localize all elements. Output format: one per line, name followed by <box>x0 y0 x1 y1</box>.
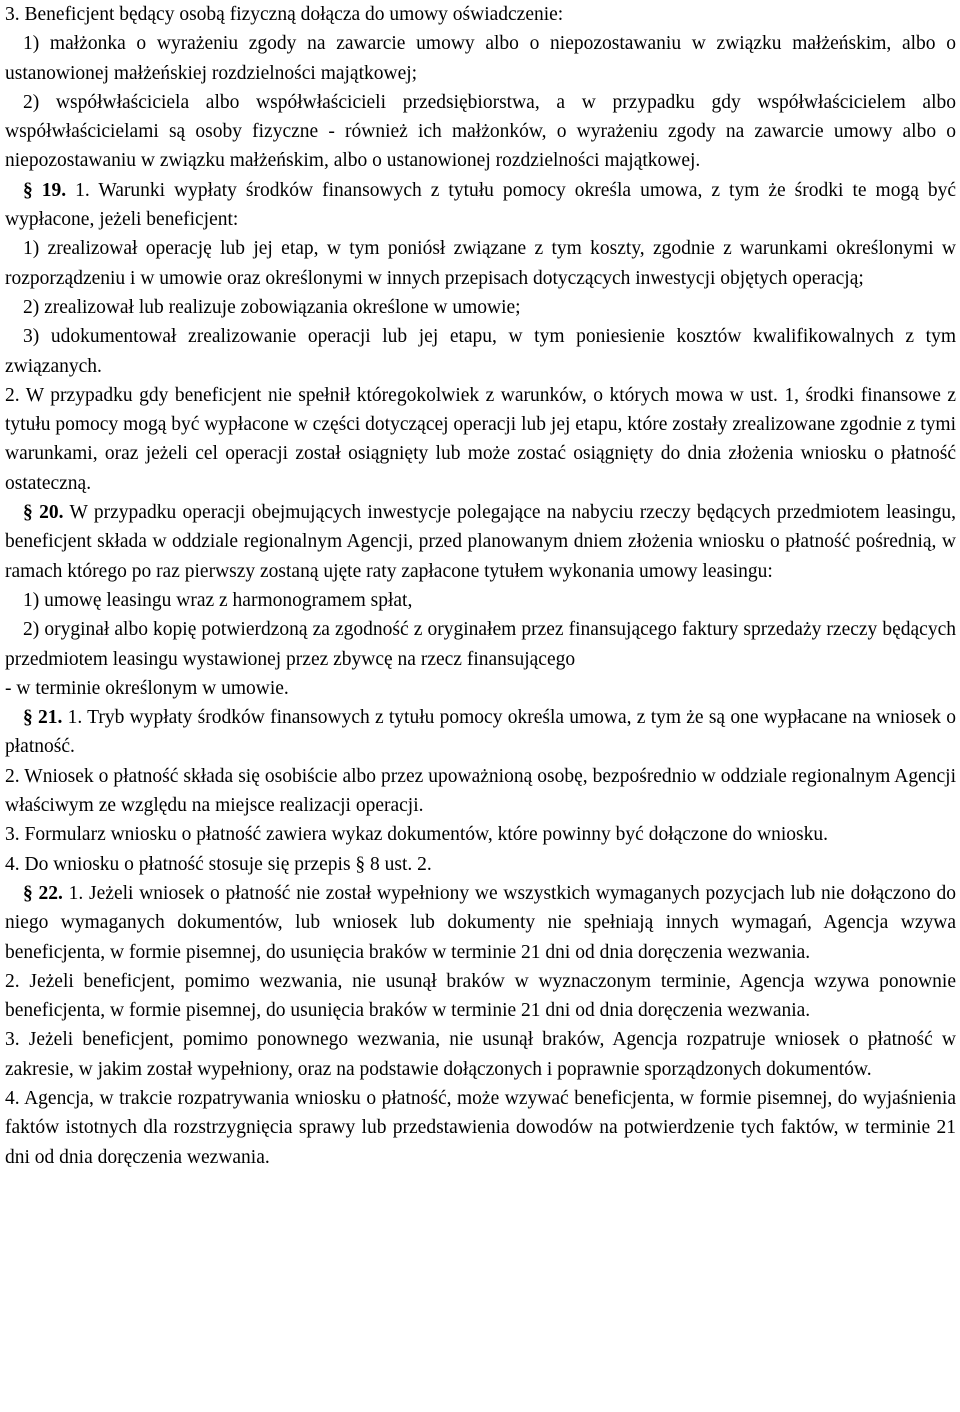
s22-paragraph-1-text: 1. Jeżeli wniosek o płatność nie został wypełniony we wszystkich wymaganych pozycjach lub nie dołączono do niego wymaganych dokumentów, lub wniosek lub dokumenty nie spełniają innych wymagań, Agencja wzywa beneficjenta, w formie pisemnej, do usunięcia braków w terminie 21 dni od dnia doręczenia wezwania. <box>5 882 957 963</box>
s18-item-2: 2) współwłaściciela albo współwłaścicieli przedsiębiorstwa, a w przypadku gdy współwłaścicielem albo współwłaścicielami są osoby fizyczne - również ich małżonków, o wyrażeniu zgody na zawarcie umowy albo o niepozostawaniu w związku małżeńskim, albo o ustanowionej rozdzielności majątkowej. <box>5 91 956 172</box>
s21-paragraph-1-text: 1. Tryb wypłaty środków finansowych z tytułu pomocy określa umowa, z tym że są one wypłacane na wniosek o płatność. <box>5 707 956 758</box>
s22-heading: § 22. <box>23 882 63 904</box>
s21-paragraph-3: 3. Formularz wniosku o płatność zawiera wykaz dokumentów, które powinny być dołączone do wniosku. <box>5 824 828 846</box>
s19-heading: § 19. <box>23 179 67 201</box>
s19-paragraph-1-text: 1. Warunki wypłaty środków finansowych z tytułu pomocy określa umowa, z tym że środki te mogą być wypłacone, jeżeli beneficjent: <box>5 179 957 231</box>
s22-paragraph-4: 4. Agencja, w trakcie rozpatrywania wniosku o płatność, może wzywać beneficjenta, w formie pisemnej, do wyjaśnienia faktów istotnych dla rozstrzygnięcia sprawy lub przedstawienia dowodów na potwierdzenie tych faktów, w terminie 21 dni od dnia doręczenia wezwania. <box>5 1087 956 1168</box>
s22-paragraph-3: 3. Jeżeli beneficjent, pomimo ponownego wezwania, nie usunął braków, Agencja rozpatruje wniosek o płatność w zakresie, w jakim został wypełniony, oraz na podstawie dołączonych i poprawnie sporządzonych dokumentów. <box>5 1029 956 1080</box>
s20-item-1: 1) umowę leasingu wraz z harmonogramem spłat, <box>23 589 413 611</box>
s18-paragraph-3: 3. Beneficjent będący osobą fizyczną dołącza do umowy oświadczenie: <box>5 4 564 25</box>
s19-item-1: 1) zrealizował operację lub jej etap, w tym poniósł związane z tym koszty, zgodnie z warunkami określonymi w rozporządzeniu i w umowie oraz określonymi w innych przepisach dotyczących inwestycji objętych operacją; <box>5 238 956 289</box>
s21-paragraph-1 <box>5 703 956 762</box>
s19-item-2: 2) zrealizował lub realizuje zobowiązania określone w umowie; <box>23 296 521 318</box>
s20-item-2: 2) oryginał albo kopię potwierdzoną za zgodność z oryginałem przez finansującego faktury sprzedaży rzeczy będących przedmiotem leasingu wystawionej przez zbywcę na rzecz finansującego <box>5 619 956 670</box>
s20-paragraph-1-text: W przypadku operacji obejmujących inwestycje polegające na nabyciu rzeczy będących przedmiotem leasingu, beneficjent składa w oddziale regionalnym Agencji, przed planowanym dniem złożenia wniosku o płatność pośrednią, w ramach którego po raz pierwszy zostaną ujęte raty zapłacone tytułem wykonania umowy leasingu: <box>5 502 957 582</box>
s19-paragraph-2: 2. W przypadku gdy beneficjent nie spełnił któregokolwiek z warunków, o których mowa w ust. 1, środki finansowe z tytułu pomocy mogą być wypłacone w części dotyczącej operacji lub jej etapu, które zostały zrealizowane zgodnie z tymi warunkami, oraz jeżeli cel operacji został osiągnięty lub może zostać osiągnięty do dnia złożenia wniosku o płatność ostateczną. <box>5 384 956 494</box>
s19-item-3: 3) udokumentował zrealizowanie operacji lub jej etapu, w tym poniesienie kosztów kwalifikowalnych z tym związanych. <box>5 326 956 377</box>
s21-paragraph-4: 4. Do wniosku o płatność stosuje się przepis § 8 ust. 2. <box>5 853 432 875</box>
s22-paragraph-1 <box>5 879 956 967</box>
s21-paragraph-2: 2. Wniosek o płatność składa się osobiście albo przez upoważnioną osobę, bezpośrednio w oddziale regionalnym Agencji właściwym ze względu na miejsce realizacji operacji. <box>5 765 956 817</box>
s20-heading: § 20. <box>23 502 64 524</box>
s20-paragraph-1 <box>5 498 956 586</box>
s22-paragraph-2: 2. Jeżeli beneficjent, pomimo wezwania, nie usunął braków w wyznaczonym terminie, Agencja wzywa ponownie beneficjenta, w formie pisemnej, do usunięcia braków w terminie 21 dni od dnia doręczenia wezwania. <box>5 970 956 1022</box>
s21-heading: § 21. <box>23 707 63 729</box>
s18-item-1: 1) małżonka o wyrażeniu zgody na zawarcie umowy albo o niepozostawaniu w związku małżeńskim, albo o ustanowionej małżeńskiej rozdzielności majątkowej; <box>5 33 956 84</box>
s20-closing: - w terminie określonym w umowie. <box>5 677 289 699</box>
s19-paragraph-1 <box>5 176 956 235</box>
